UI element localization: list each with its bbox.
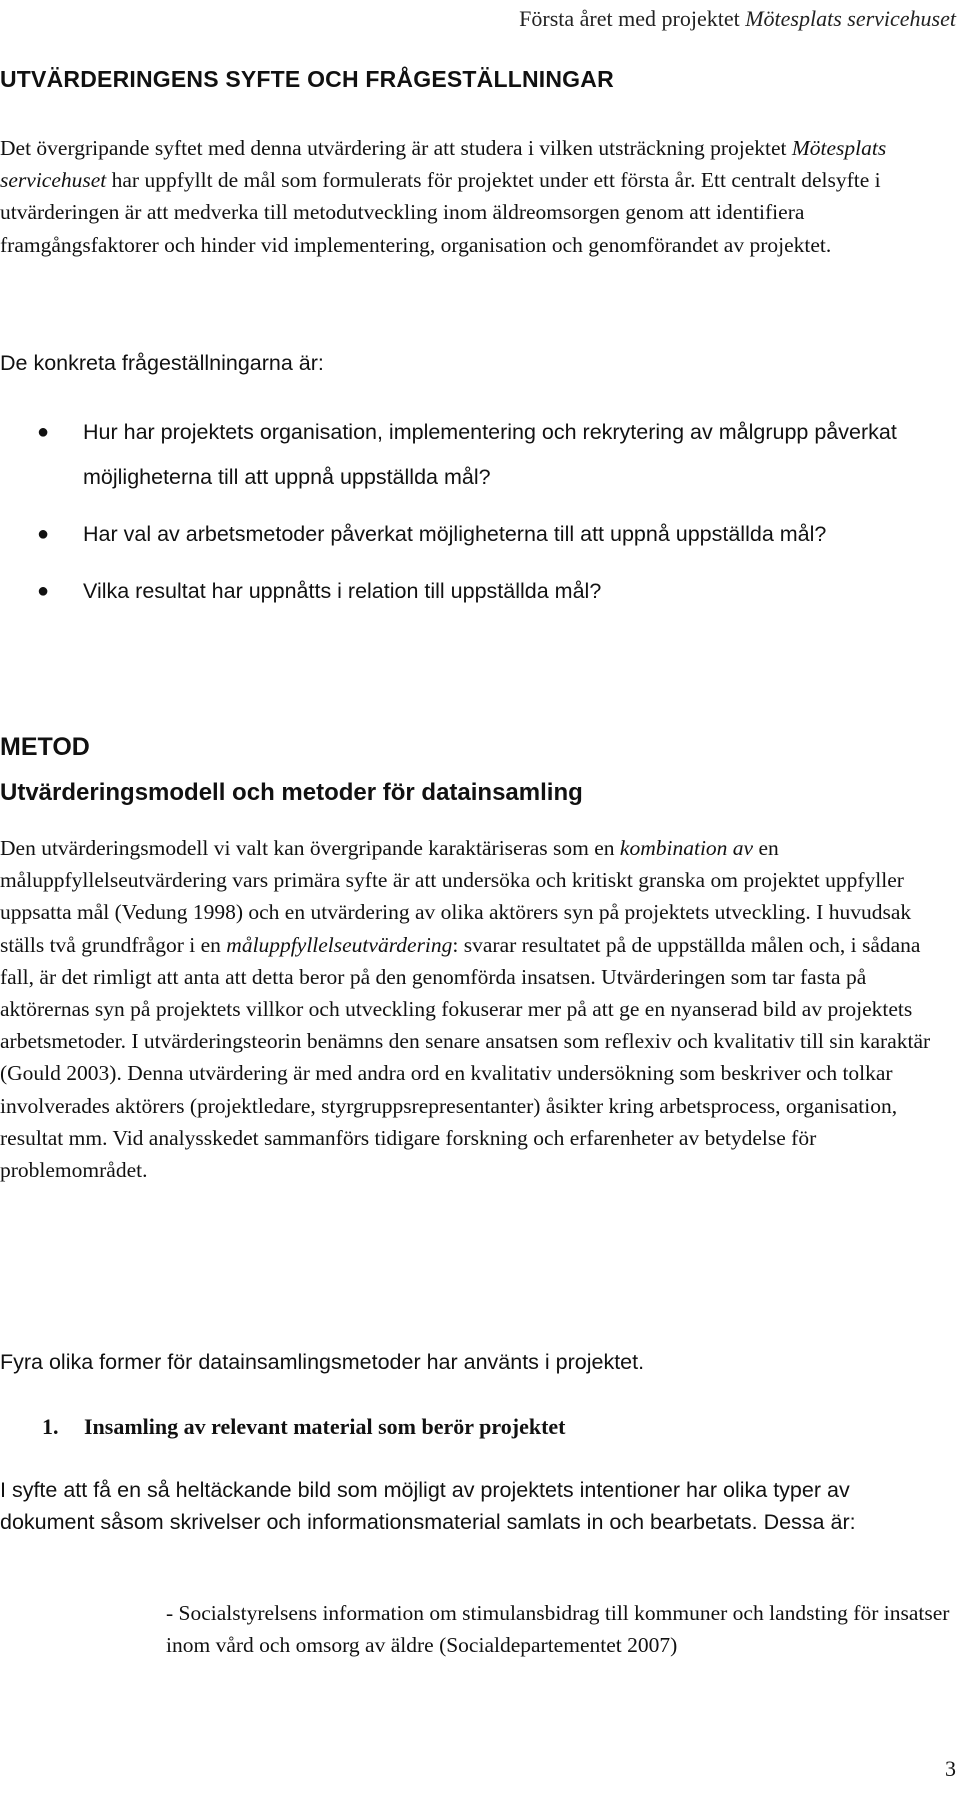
subheading-evaluation-model: Utvärderingsmodell och metoder för datainsamling xyxy=(0,779,583,806)
intro-project-name: Mötesplats servicehuset xyxy=(0,136,887,193)
page-number: 3 xyxy=(945,1756,956,1781)
item-title: Insamling av relevant material som berör projektet xyxy=(84,1414,566,1439)
method-emphasis-term: måluppfyllelseutvärdering xyxy=(226,932,453,957)
question-list xyxy=(0,410,950,626)
intro-paragraph xyxy=(0,132,950,261)
section-heading-method: METOD xyxy=(0,733,90,761)
bullet-icon: ● xyxy=(37,580,50,602)
questions-lead: De konkreta frågeställningarna är: xyxy=(0,351,324,375)
intro-text-b: har uppfyllt de mål som formulerats för projektet under ett första år. Ett centralt delsyfte i utvärderingen är att medverka till metodutveckling inom äldreomsorgen genom att identifiera framgångsfaktorer och hinder vid implementering, organisation och genomförandet av projektet. xyxy=(0,168,881,257)
list-item xyxy=(0,569,950,614)
numbered-heading-1 xyxy=(42,1414,566,1440)
running-header xyxy=(519,6,956,32)
method-text-a: Den utvärderingsmodell vi valt kan övergripande karaktäriseras som en xyxy=(0,836,620,860)
header-project-name: Mötesplats servicehuset xyxy=(745,6,956,31)
list-item xyxy=(0,512,950,557)
question-text: Har val av arbetsmetoder påverkat möjligheterna till att uppnå uppställda mål? xyxy=(83,522,827,546)
list-item xyxy=(0,410,950,500)
intro-text-a: Det övergripande syftet med denna utvärdering är att studera i vilken utsträckning projektet xyxy=(0,136,792,160)
item-number: 1. xyxy=(42,1414,59,1439)
method-text-c: : svarar resultatet på de uppställda målen och, i sådana fall, är det rimligt att anta att detta beror på den genomförda insatsen. Utvärderingen som tar fasta på aktörernas syn på projektets villkor och utveckling fokuserar mer på att ge en nyanserad bild av projektets arbetsmetoder. I utvärderingsteorin benämns den senare ansatsen som reflexiv och kvalitativ till sin karaktär (Gould 2003). Denna utvärdering är med andra ord en kvalitativ undersökning som beskriver och tolkar involverades aktörers (projektledare, styrgruppsrepresentanter) åsikter kring arbetsprocess, organisation, resultat mm. Vid analysskedet sammanförs tidigare forskning och erfarenheter av betydelse för problemområdet. xyxy=(0,932,931,1183)
method-text-b: en måluppfyllelseutvärdering vars primära syfte är att undersöka och kritiskt granska om projektet uppfyller uppsatta mål (Vedung 1998) och en utvärdering av olika aktörers syn på projektets utveckling. I huvudsak ställs två grundfrågor i en xyxy=(0,836,912,957)
question-text: Hur har projektets organisation, implementering och rekrytering av målgrupp påverkat möjligheterna till att uppnå uppställda mål? xyxy=(83,420,897,489)
method-paragraph xyxy=(0,832,950,1186)
material-list-item: - Socialstyrelsens information om stimulansbidrag till kommuner och landsting för insatser inom vård och omsorg av äldre (Socialdepartementet 2007) xyxy=(166,1601,950,1658)
question-text: Vilka resultat har uppnåtts i relation till uppställda mål? xyxy=(83,579,602,603)
material-paragraph: I syfte att få en så heltäckande bild som möjligt av projektets intentioner har olika typer av dokument såsom skrivelser och informationsmaterial samlats in och bearbetats. Dessa är: xyxy=(0,1478,856,1535)
bullet-icon: ● xyxy=(37,421,50,443)
method-emphasis-combination: kombination av xyxy=(619,836,754,860)
bullet-icon: ● xyxy=(37,523,50,545)
header-text: Första året med projektet xyxy=(519,6,746,31)
section-heading-purpose: UTVÄRDERINGENS SYFTE OCH FRÅGESTÄLLNINGAR xyxy=(0,66,614,92)
methods-intro: Fyra olika former för datainsamlingsmetoder har använts i projektet. xyxy=(0,1350,645,1374)
